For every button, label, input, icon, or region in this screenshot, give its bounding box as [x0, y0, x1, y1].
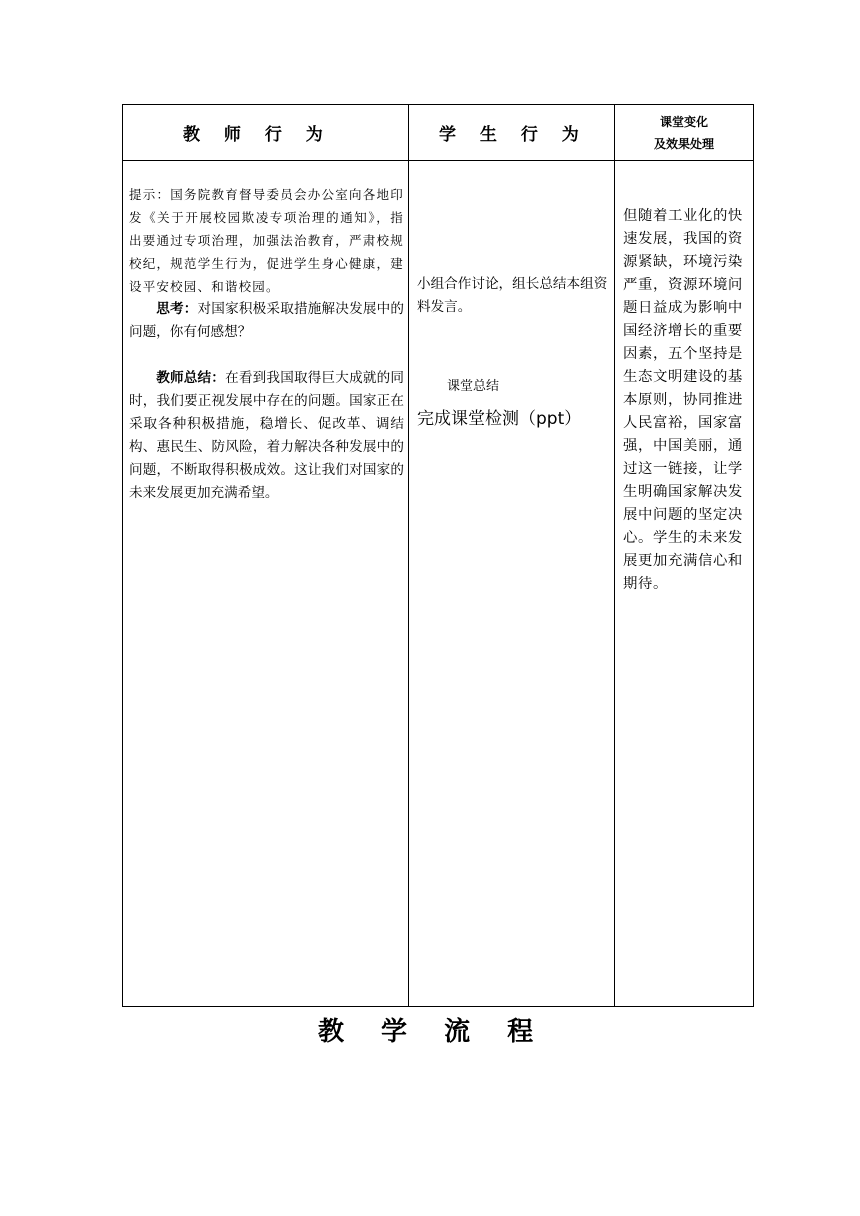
teacher-think — [129, 298, 404, 344]
table-header-row — [123, 105, 754, 161]
think-text: 对国家积极采取措施解决发展中的问题，你有何感想？ — [129, 301, 405, 340]
header-class-effect — [615, 105, 754, 161]
think-label: 思考： — [156, 301, 198, 317]
teacher-behavior-cell — [123, 161, 409, 1007]
header-teacher-behavior: 教 师 行 为 — [123, 105, 409, 161]
teacher-summary — [129, 367, 404, 505]
header-student-behavior: 学 生 行 为 — [409, 105, 615, 161]
class-effect-cell — [615, 161, 754, 1007]
teacher-summary-text: 在看到我国取得巨大成就的同时，我们要正视发展中存在的问题。国家正在采取各种积极措施，稳增长、促改革、调结构、惠民生、防风险，着力解决各种发展中的问题，不断取得积极成效。这让我们对国家的未来发展更加充满希望。 — [129, 370, 405, 501]
effect-text: 但随着工业化的快速发展，我国的资源紧缺，环境污染严重，资源环境问题日益成为影响中国经济增长的重要因素，五个坚持是生态文明建设的基本原则，协同推进人民富裕，国家富强，中国美丽，通过这一链接，让学生明确国家解决发展中问题的坚定决心。学生的未来发展更加充满信心和期待。 — [623, 208, 743, 592]
student-test: 完成课堂检测（ppt） — [417, 409, 582, 429]
lesson-table — [122, 104, 754, 1007]
header-effect-line2: 及效果处理 — [653, 136, 714, 151]
teacher-tip: 提示：国务院教育督导委员会办公室向各地印发《关于开展校园欺凌专项治理的通知》，指出要通过专项治理，加强法治教育，严肃校规校纪，规范学生行为，促进学生身心健康，建设平安校园、和谐校园。 — [129, 187, 404, 294]
student-discussion: 小组合作讨论，组长总结本组资料发言。 — [417, 276, 608, 315]
student-behavior-cell — [409, 161, 615, 1007]
teacher-summary-label: 教师总结： — [156, 370, 226, 386]
table-body-row — [123, 161, 754, 1007]
student-summary-label: 课堂总结 — [447, 379, 500, 394]
page-footer-title: 教 学 流 程 — [318, 1017, 548, 1047]
header-effect-line1: 课堂变化 — [659, 114, 708, 129]
